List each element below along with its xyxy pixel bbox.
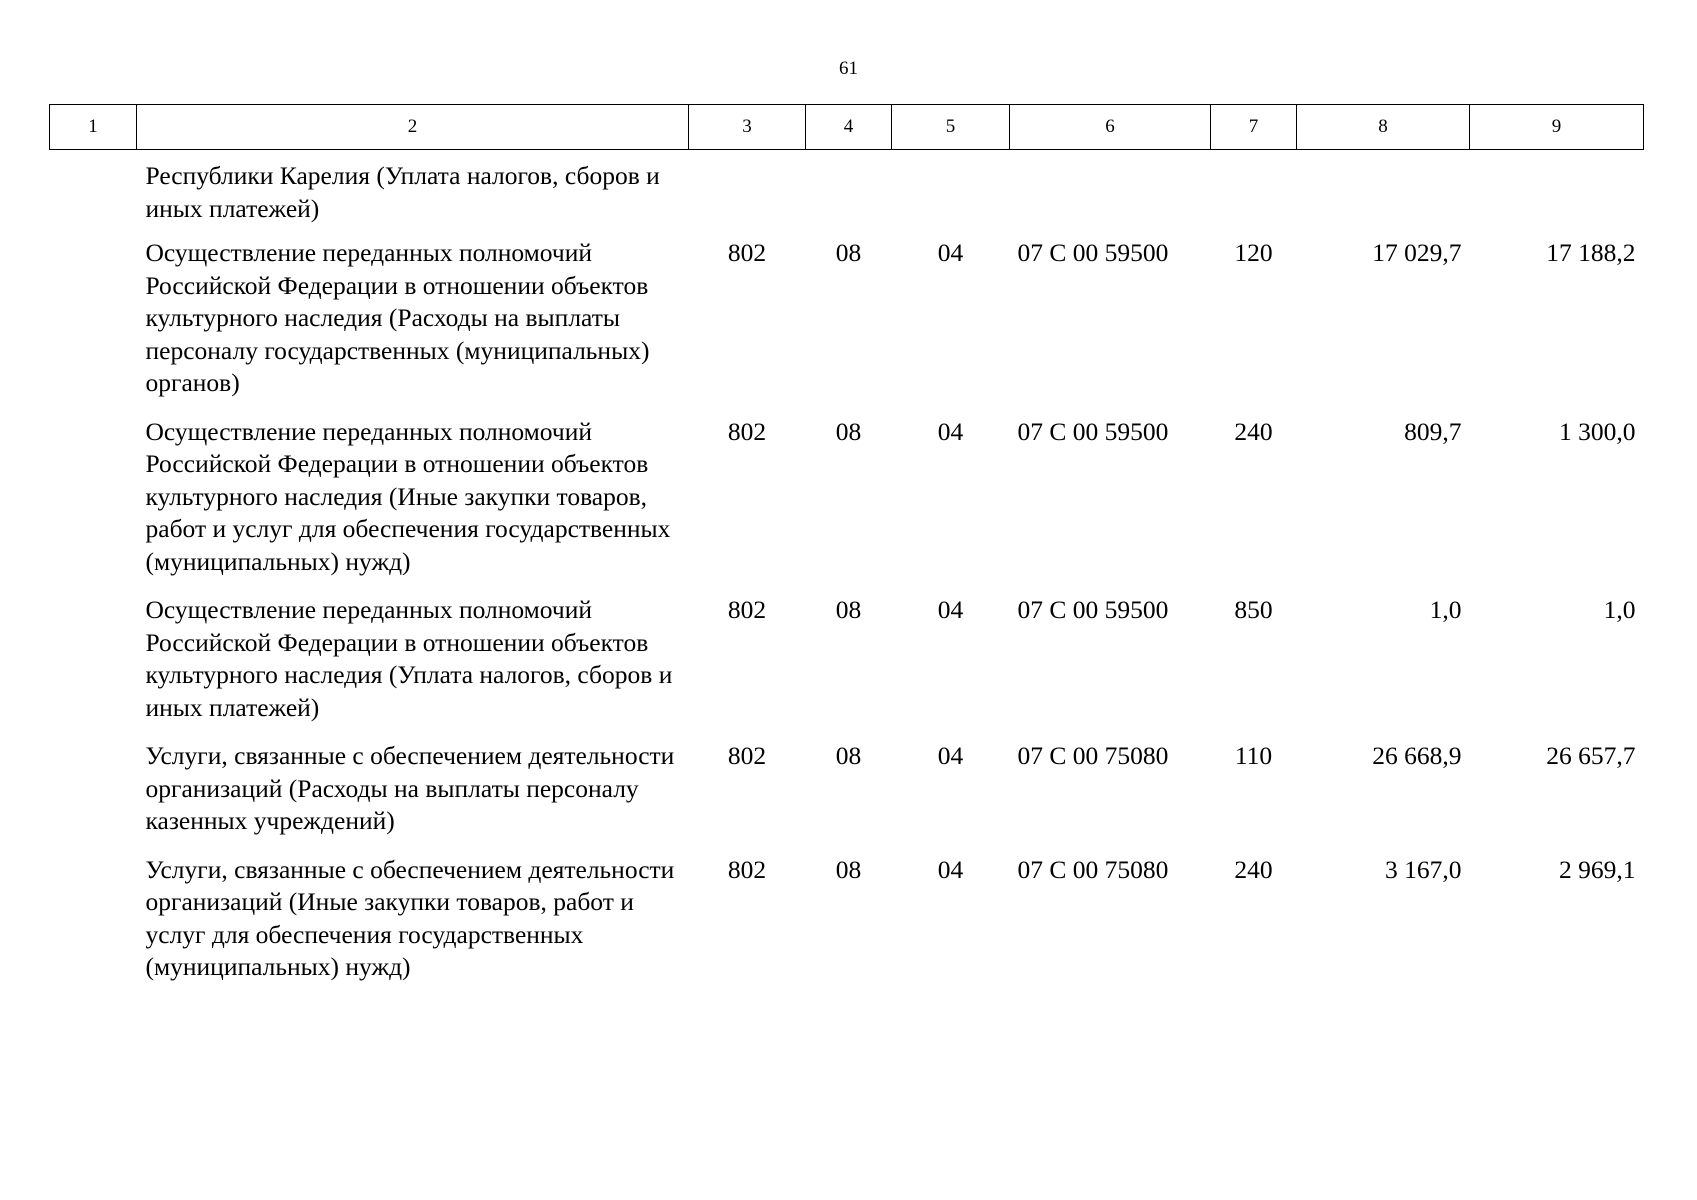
cell-description: Осуществление переданных полномочий Российской Федерации в отношении объектов культурного наследия (Уплата налогов, сборов и иных платежей): [145, 595, 673, 722]
cell-col-7: 240: [1234, 854, 1273, 884]
header-col-5: 5: [892, 105, 1010, 150]
cell-col-4: 08: [835, 238, 862, 267]
header-col-6: 6: [1010, 105, 1211, 150]
cell-col-1: [50, 416, 137, 595]
cell-col-9: 2 969,1: [1559, 854, 1636, 884]
cell-col-1: [50, 854, 137, 1000]
cell-col-6: 07 С 00 59500: [1017, 416, 1169, 446]
cell-col-3: 802: [727, 595, 767, 624]
cell-col-7: 850: [1234, 595, 1273, 624]
cell-col-1: [50, 740, 137, 854]
table-row: [50, 150, 1644, 238]
cell-col-8: 17 029,7: [1372, 238, 1462, 267]
cell-col-5: 04: [937, 595, 964, 624]
table-header-row: [50, 105, 1644, 150]
table-row: [50, 237, 1644, 416]
header-col-7: 7: [1211, 105, 1297, 150]
budget-table: [49, 104, 1644, 1000]
cell-description: Осуществление переданных полномочий Российской Федерации в отношении объектов культурного наследия (Расходы на выплаты персоналу государственных (муниципальных) органов): [145, 238, 650, 397]
cell-col-9: [1470, 150, 1644, 238]
cell-col-6: 07 С 00 59500: [1017, 595, 1169, 624]
cell-col-4: 08: [835, 416, 862, 446]
cell-col-3: [689, 150, 806, 238]
cell-col-9: 26 657,7: [1546, 741, 1636, 770]
cell-col-7: [1211, 150, 1297, 238]
cell-description: Услуги, связанные с обеспечением деятельности организаций (Иные закупки товаров, работ и услуг для обеспечения государственных (муниципальных) нужд): [145, 854, 675, 981]
cell-col-1: [50, 237, 137, 416]
cell-col-8: 3 167,0: [1385, 854, 1462, 884]
table-row: [50, 416, 1644, 595]
header-col-1: 1: [50, 105, 137, 150]
cell-description: Республики Карелия (Уплата налогов, сборов и иных платежей): [145, 161, 660, 223]
page-number: 61: [839, 58, 858, 79]
cell-col-1: [50, 150, 137, 238]
cell-col-4: 08: [835, 595, 862, 624]
cell-col-8: 809,7: [1404, 416, 1462, 446]
header-col-2: 2: [137, 105, 689, 150]
cell-col-6: 07 С 00 75080: [1017, 854, 1169, 884]
cell-col-8: [1297, 150, 1470, 238]
cell-col-3: 802: [727, 854, 767, 884]
cell-col-5: 04: [937, 741, 964, 770]
cell-col-9: 1,0: [1603, 595, 1636, 624]
header-col-8: 8: [1297, 105, 1470, 150]
cell-col-9: 17 188,2: [1546, 238, 1636, 267]
cell-description: Услуги, связанные с обеспечением деятельности организаций (Расходы на выплаты персоналу казенных учреждений): [145, 741, 675, 835]
cell-col-5: 04: [937, 416, 964, 446]
cell-col-4: 08: [835, 741, 862, 770]
cell-description: Осуществление переданных полномочий Российской Федерации в отношении объектов культурного наследия (Иные закупки товаров, работ и услуг для обеспечения государственных (муниципальных) нужд): [145, 416, 671, 576]
cell-col-4: [806, 150, 892, 238]
cell-col-1: [50, 594, 137, 740]
cell-col-7: 240: [1234, 416, 1273, 446]
cell-col-7: 110: [1234, 741, 1273, 770]
cell-col-8: 1,0: [1429, 595, 1462, 624]
table-row: [50, 740, 1644, 854]
cell-col-7: 120: [1234, 238, 1273, 267]
header-col-4: 4: [806, 105, 892, 150]
cell-col-3: 802: [727, 741, 767, 770]
cell-col-8: 26 668,9: [1372, 741, 1462, 770]
cell-col-9: 1 300,0: [1559, 416, 1636, 446]
cell-col-4: 08: [835, 854, 862, 884]
cell-col-6: 07 С 00 75080: [1017, 741, 1169, 770]
table-row: [50, 594, 1644, 740]
cell-col-5: 04: [937, 854, 964, 884]
cell-col-5: 04: [937, 238, 964, 267]
cell-col-3: 802: [727, 416, 767, 446]
cell-col-5: [892, 150, 1010, 238]
header-col-9: 9: [1470, 105, 1644, 150]
table-row: [50, 854, 1644, 1000]
cell-col-6: [1010, 150, 1211, 238]
cell-col-6: 07 С 00 59500: [1017, 238, 1169, 267]
cell-col-3: 802: [727, 238, 767, 267]
header-col-3: 3: [689, 105, 806, 150]
